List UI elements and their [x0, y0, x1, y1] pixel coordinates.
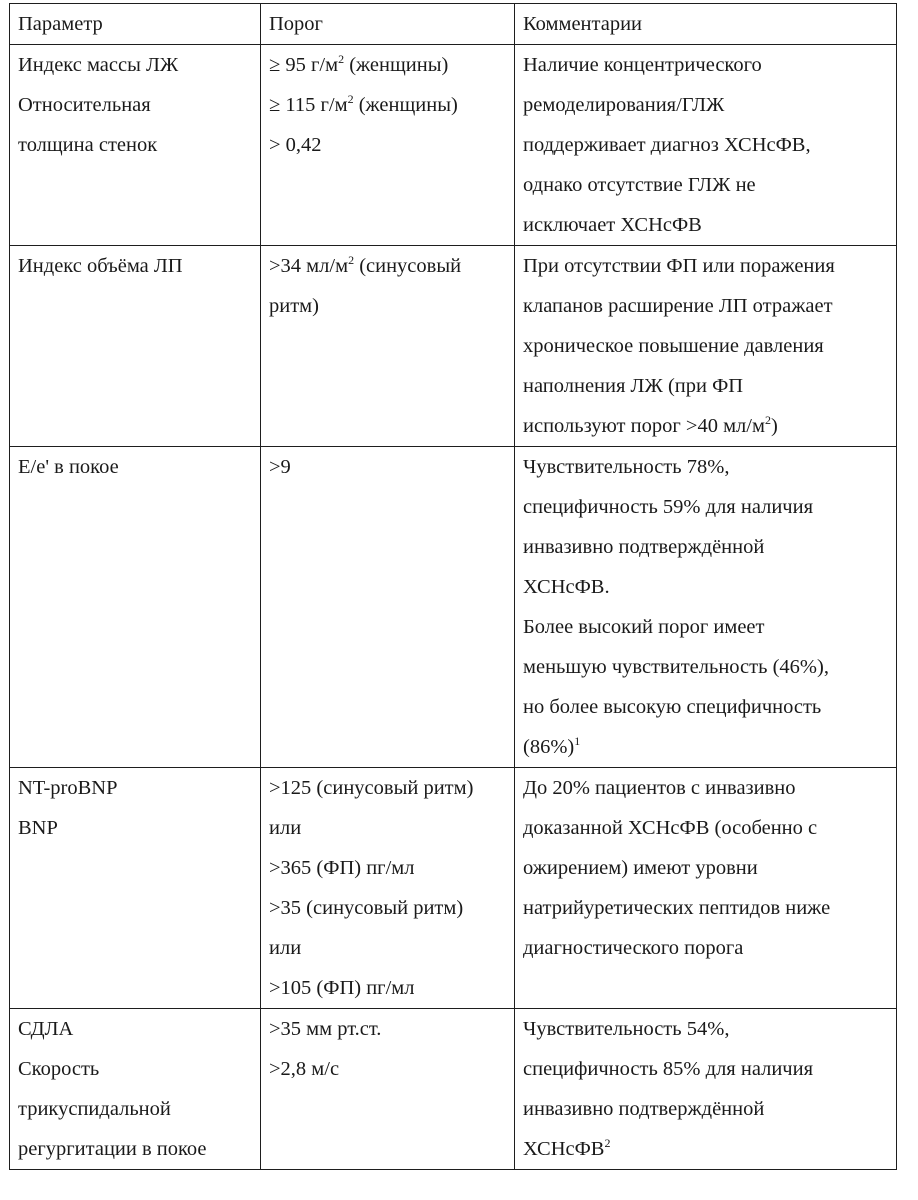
comment-line: До 20% пациентов с инвазивно — [523, 777, 796, 799]
header-param: Параметр — [10, 4, 261, 45]
superscript: 2 — [348, 253, 355, 267]
threshold-line: >2,8 м/с — [269, 1058, 340, 1080]
header-row — [10, 4, 897, 45]
cell-comment — [515, 768, 897, 1009]
table-body — [10, 45, 897, 1170]
comment-line: Наличие концентрического — [523, 54, 762, 76]
table-row — [10, 447, 897, 768]
cell-comment — [515, 447, 897, 768]
comment-line: Более высокий порог имеет — [523, 616, 765, 638]
cell-comment — [515, 45, 897, 246]
comment-line: При отсутствии ФП или поражения — [523, 255, 835, 277]
comment-line: ожирением) имеют уровни — [523, 857, 758, 879]
threshold-line: >9 — [269, 456, 291, 478]
comment-line: хроническое повышение давления — [523, 335, 824, 357]
superscript: 2 — [764, 413, 771, 427]
comment-line: натрийуретических пептидов ниже — [523, 897, 831, 919]
param-line: Индекс объёма ЛП — [18, 255, 183, 277]
param-line: Скорость — [18, 1058, 100, 1080]
comment-line: ХСНсФВ$^2$ — [523, 1136, 611, 1160]
table-row — [10, 1009, 897, 1170]
comment-line: Чувствительность 78%, — [523, 456, 730, 478]
comment-line: меньшую чувствительность (46%), — [523, 656, 829, 678]
comment-line: но более высокую специфичность — [523, 696, 822, 718]
table-row — [10, 246, 897, 447]
cell-param — [10, 1009, 261, 1170]
threshold-line: >35 мм рт.ст. — [269, 1018, 382, 1040]
comment-line: специфичность 59% для наличия — [523, 496, 814, 518]
param-line: NT-proBNP — [18, 777, 118, 799]
threshold-line: ритм) — [269, 295, 319, 317]
cell-threshold — [261, 1009, 515, 1170]
cell-param — [10, 246, 261, 447]
threshold-line: ≥ 95 $г/м^2$ (женщины) — [269, 52, 449, 76]
comment-line: специфичность 85% для наличия — [523, 1058, 814, 1080]
threshold-line: >365 (ФП) пг/мл — [269, 857, 415, 879]
comment-line: доказанной ХСНсФВ (особенно с — [523, 817, 818, 839]
threshold-line: или — [269, 817, 302, 839]
comment-line: $(86\%)^1$ — [523, 734, 581, 758]
threshold-line: > 0,42 — [269, 134, 322, 156]
comment-line: Чувствительность 54%, — [523, 1018, 730, 1040]
cell-param — [10, 447, 261, 768]
cell-comment — [515, 1009, 897, 1170]
threshold-line: или — [269, 937, 302, 959]
threshold-line: >35 (синусовый ритм) — [269, 897, 464, 919]
cell-param — [10, 45, 261, 246]
comment-line: используют порог >40 $мл/м^2$) — [523, 413, 778, 437]
cell-comment — [515, 246, 897, 447]
param-line: Относительная — [18, 94, 151, 116]
comment-line: однако отсутствие ГЛЖ не — [523, 174, 756, 196]
param-line: E/e' в покое — [18, 456, 119, 478]
param-line: толщина стенок — [18, 134, 158, 156]
threshold-line: >105 (ФП) пг/мл — [269, 977, 415, 999]
cell-threshold — [261, 768, 515, 1009]
superscript: 2 — [347, 92, 354, 106]
param-line: трикуспидальной — [18, 1098, 171, 1120]
comment-line: наполнения ЛЖ (при ФП — [523, 375, 744, 397]
comment-line: ремоделирования/ГЛЖ — [523, 94, 725, 116]
comment-line: диагностического порога — [523, 937, 744, 959]
comment-line: инвазивно подтверждённой — [523, 536, 765, 558]
cell-param — [10, 768, 261, 1009]
comment-line: клапанов расширение ЛП отражает — [523, 295, 833, 317]
param-line: BNP — [18, 817, 58, 839]
cell-threshold — [261, 246, 515, 447]
header-comment: Комментарии — [515, 4, 897, 45]
comment-line: исключает ХСНсФВ — [523, 214, 702, 236]
comment-line: инвазивно подтверждённой — [523, 1098, 765, 1120]
threshold-line: ≥ 115 $г/м^2$ (женщины) — [269, 92, 458, 116]
superscript: 1 — [574, 734, 581, 748]
cell-threshold — [261, 447, 515, 768]
criteria-table — [9, 3, 897, 1170]
superscript: 2 — [604, 1136, 611, 1150]
param-line: Индекс массы ЛЖ — [18, 54, 179, 76]
comment-line: поддерживает диагноз ХСНсФВ, — [523, 134, 811, 156]
comment-line: ХСНсФВ. — [523, 576, 610, 598]
threshold-line: >34 $мл/м^2$ (синусовый — [269, 253, 462, 277]
header-threshold: Порог — [261, 4, 515, 45]
param-line: СДЛА — [18, 1018, 74, 1040]
table-row — [10, 45, 897, 246]
param-line: регургитации в покое — [18, 1138, 207, 1160]
superscript: 2 — [338, 52, 345, 66]
threshold-line: >125 (синусовый ритм) — [269, 777, 474, 799]
cell-threshold — [261, 45, 515, 246]
table-row — [10, 768, 897, 1009]
